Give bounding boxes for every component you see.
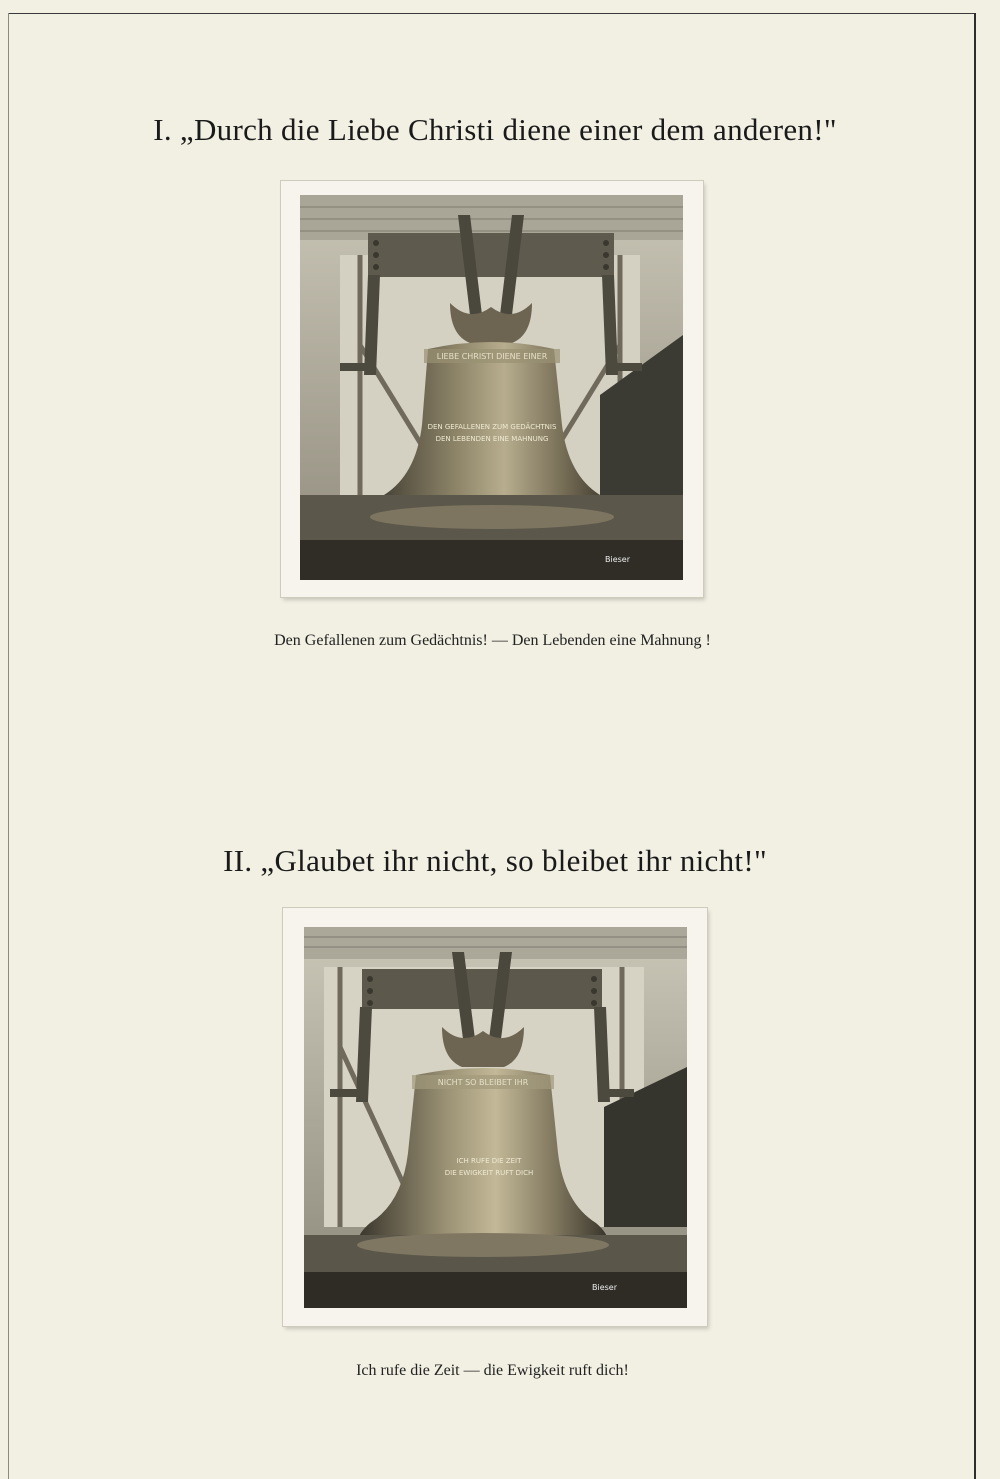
left-border-rule xyxy=(8,13,9,1479)
bell-inscription-line-2: DEN LEBENDEN EINE MAHNUNG xyxy=(435,435,549,443)
bell-illustration-1 xyxy=(300,195,683,580)
bell-illustration-2 xyxy=(304,927,687,1308)
photographer-mark: Bieser xyxy=(605,555,631,564)
section-2-bell-photo xyxy=(304,927,687,1308)
section-2-heading: II. „Glaubet ihr nicht, so bleibet ihr nicht!" xyxy=(223,843,767,878)
bell-inscription-line-1: DEN GEFALLENEN ZUM GEDÄCHTNIS xyxy=(427,423,557,431)
bell-top-inscription: LIEBE CHRISTI DIENE EINER xyxy=(436,352,548,361)
section-1-bell-photo xyxy=(300,195,683,580)
section-1-heading: I. „Durch die Liebe Christi diene einer dem anderen!" xyxy=(153,112,837,147)
right-border-rule xyxy=(974,13,976,1479)
section-2-photo-card xyxy=(283,908,707,1326)
bell-inscription-line-1: ICH RUFE DIE ZEIT xyxy=(456,1157,522,1165)
section-2-caption: Ich rufe die Zeit — die Ewigkeit ruft dich! xyxy=(356,1362,629,1379)
section-1-caption: Den Gefallenen zum Gedächtnis! — Den Lebenden eine Mahnung ! xyxy=(274,632,711,649)
photographer-mark: Bieser xyxy=(592,1283,618,1292)
bell-top-inscription: NICHT SO BLEIBET IHR xyxy=(437,1078,529,1087)
top-border-rule xyxy=(8,13,976,14)
section-1-photo-card xyxy=(281,181,703,597)
bell-inscription-line-2: DIE EWIGKEIT RUFT DICH xyxy=(444,1169,534,1177)
